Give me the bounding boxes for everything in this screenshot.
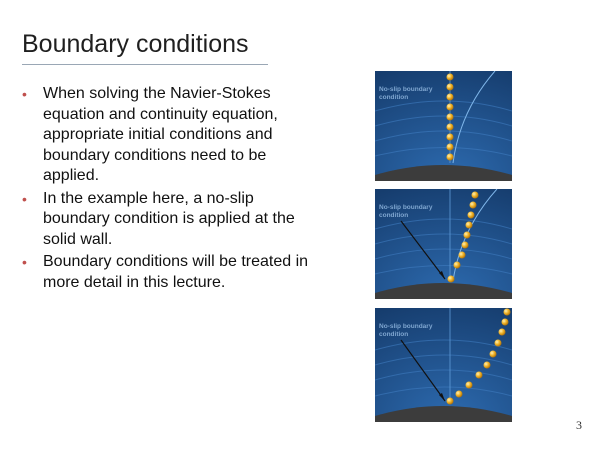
no-slip-diagram-3 xyxy=(375,308,512,422)
bullet-icon: • xyxy=(22,254,27,270)
bullet-text: In the example here, a no-slip boundary condition is applied at the solid wall. xyxy=(43,189,295,248)
bullet-icon: • xyxy=(22,86,27,102)
figure-label-line1: No-slip boundary xyxy=(379,86,433,93)
figure-label-line2: condition xyxy=(379,94,409,101)
figure-label-line2: condition xyxy=(379,331,409,338)
figure-label-line1: No-slip boundary xyxy=(379,323,433,330)
boundary-figure-3 xyxy=(375,308,512,422)
no-slip-diagram-2 xyxy=(375,189,512,299)
bullet-item xyxy=(22,84,312,187)
boundary-figure-2 xyxy=(375,189,512,299)
bullet-item xyxy=(22,252,312,293)
no-slip-diagram-1 xyxy=(375,71,512,181)
figure-label-line1: No-slip boundary xyxy=(379,204,433,211)
page-number: 3 xyxy=(576,418,582,432)
title-underline xyxy=(22,64,268,65)
bullet-text: When solving the Navier-Stokes equation and continuity equation, appropriate initial conditions and boundary conditions need to be applied. xyxy=(43,85,278,184)
bullet-list xyxy=(22,84,312,295)
figure-label-line2: condition xyxy=(379,212,409,219)
boundary-figure-1 xyxy=(375,71,512,181)
bullet-icon: • xyxy=(22,190,27,207)
slide-title: Boundary conditions xyxy=(22,30,249,58)
bullet-text: Boundary conditions will be treated in more detail in this lecture. xyxy=(43,253,309,291)
bullet-item xyxy=(22,189,312,251)
